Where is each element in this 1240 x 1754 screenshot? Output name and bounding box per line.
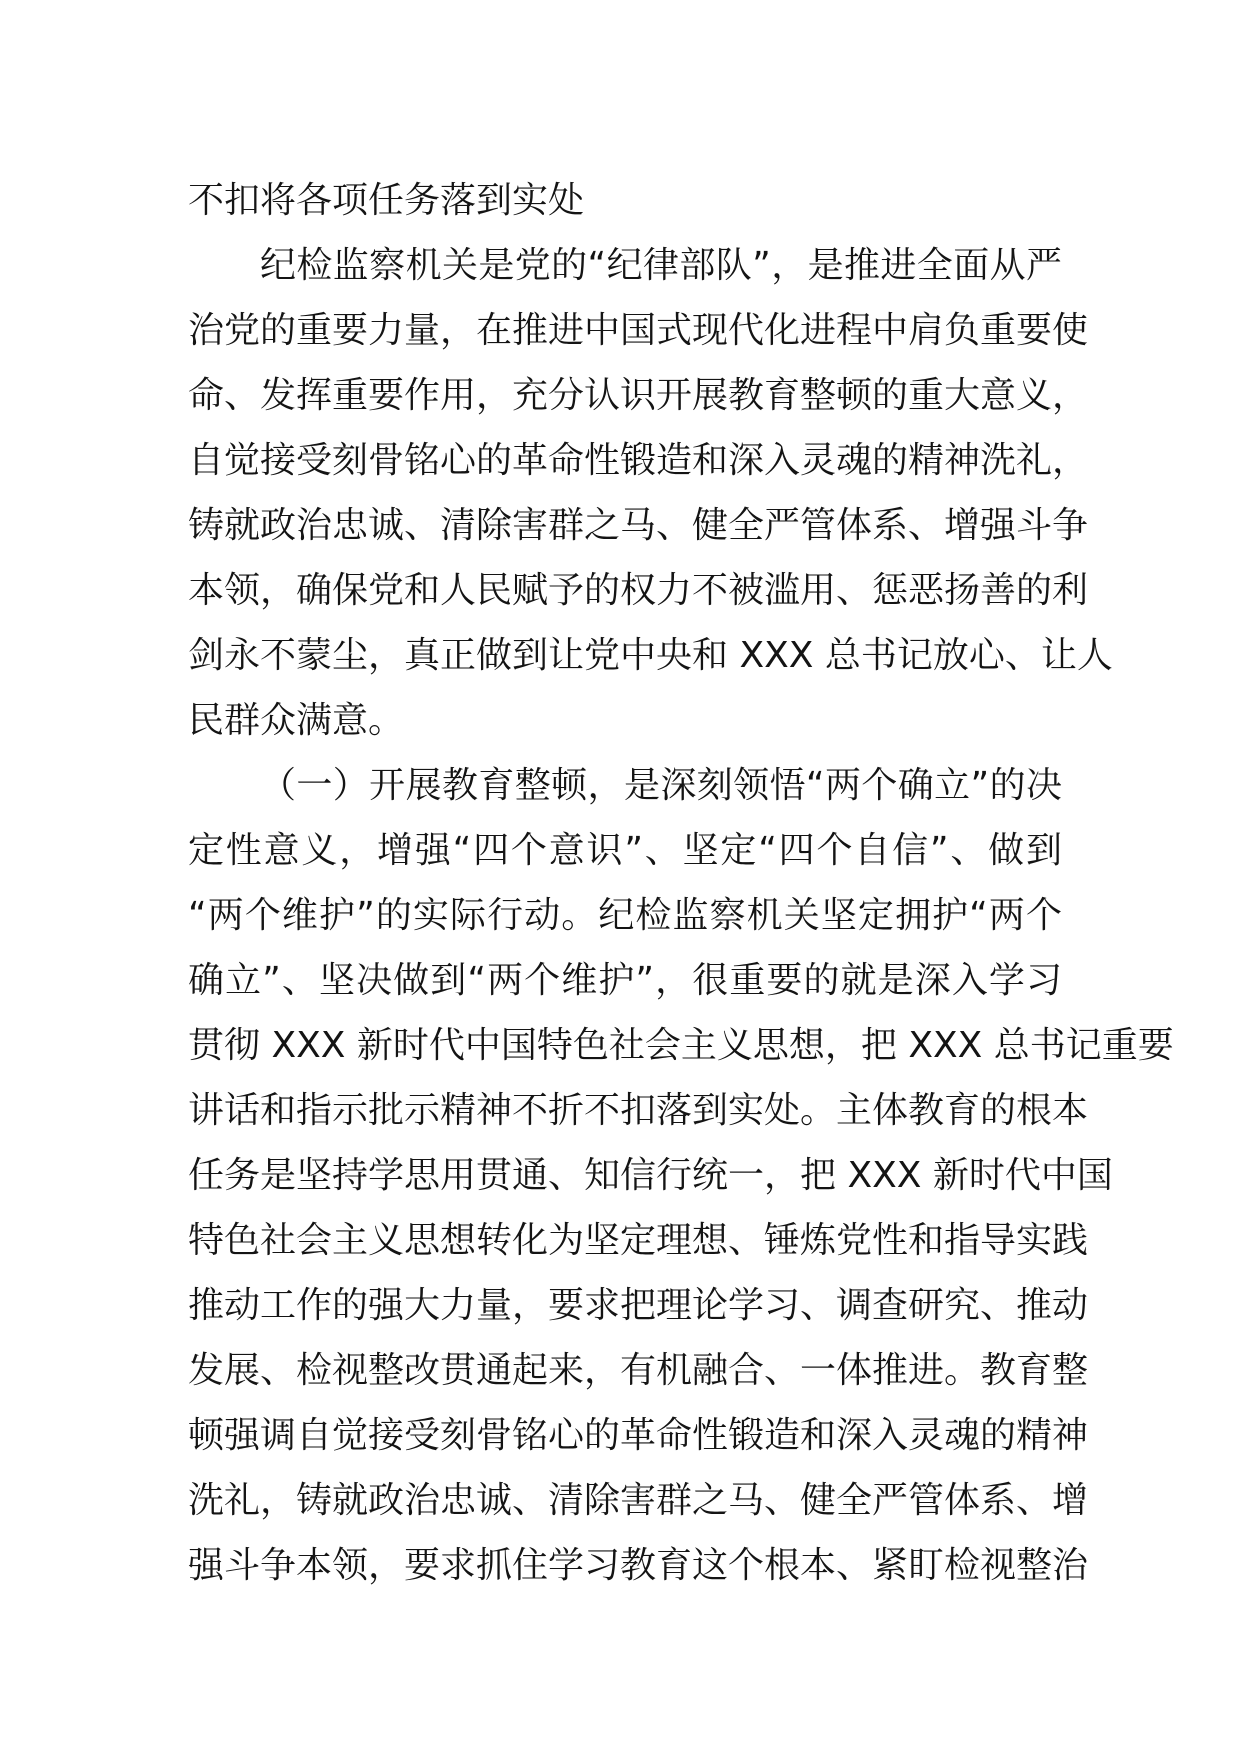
- text-line: 发展、检视整改贯通起来，有机融合、一体推进。教育整: [188, 1350, 1089, 1391]
- text-line: 推动工作的强大力量，要求把理论学习、调查研究、推动: [188, 1285, 1089, 1326]
- text-line: 纪检监察机关是党的“纪律部队”，是推进全面从严: [260, 245, 1062, 286]
- text-line: 特色社会主义思想转化为坚定理想、锤炼党性和指导实践: [188, 1220, 1089, 1261]
- text-line: 强斗争本领，要求抓住学习教育这个根本、紧盯检视整治: [188, 1545, 1089, 1586]
- text-line: 剑永不蒙尘，真正做到让党中央和 XXX 总书记放心、让人: [188, 635, 1113, 676]
- text-line: 不扣将各项任务落到实处: [188, 180, 585, 221]
- text-line: 贯彻 XXX 新时代中国特色社会主义思想，把 XXX 总书记重要: [188, 1025, 1174, 1066]
- text-line: “两个维护”的实际行动。纪检监察机关坚定拥护“两个: [188, 895, 1062, 936]
- text-line: 定性意义，增强“四个意识”、坚定“四个自信”、做到: [188, 830, 1062, 871]
- document-body: [188, 168, 1174, 1598]
- text-line: 自觉接受刻骨铭心的革命性锻造和深入灵魂的精神洗礼，: [188, 440, 1089, 481]
- text-line: 任务是坚持学思用贯通、知信行统一，把 XXX 新时代中国: [188, 1155, 1113, 1196]
- text-line: 铸就政治忠诚、清除害群之马、健全严管体系、增强斗争: [188, 505, 1089, 546]
- text-line: （一）开展教育整顿，是深刻领悟“两个确立”的决: [260, 765, 1062, 806]
- text-line: 确立”、坚决做到“两个维护”，很重要的就是深入学习: [188, 960, 1062, 1001]
- text-line: 民群众满意。: [188, 700, 405, 741]
- text-line: 本领，确保党和人民赋予的权力不被滥用、惩恶扬善的利: [188, 570, 1089, 611]
- text-line: 讲话和指示批示精神不折不扣落到实处。主体教育的根本: [188, 1090, 1089, 1131]
- text-line: 治党的重要力量，在推进中国式现代化进程中肩负重要使: [188, 310, 1089, 351]
- text-line: 顿强调自觉接受刻骨铭心的革命性锻造和深入灵魂的精神: [188, 1415, 1089, 1456]
- text-line: 命、发挥重要作用，充分认识开展教育整顿的重大意义，: [188, 375, 1089, 416]
- text-line: 洗礼，铸就政治忠诚、清除害群之马、健全严管体系、增: [188, 1480, 1089, 1521]
